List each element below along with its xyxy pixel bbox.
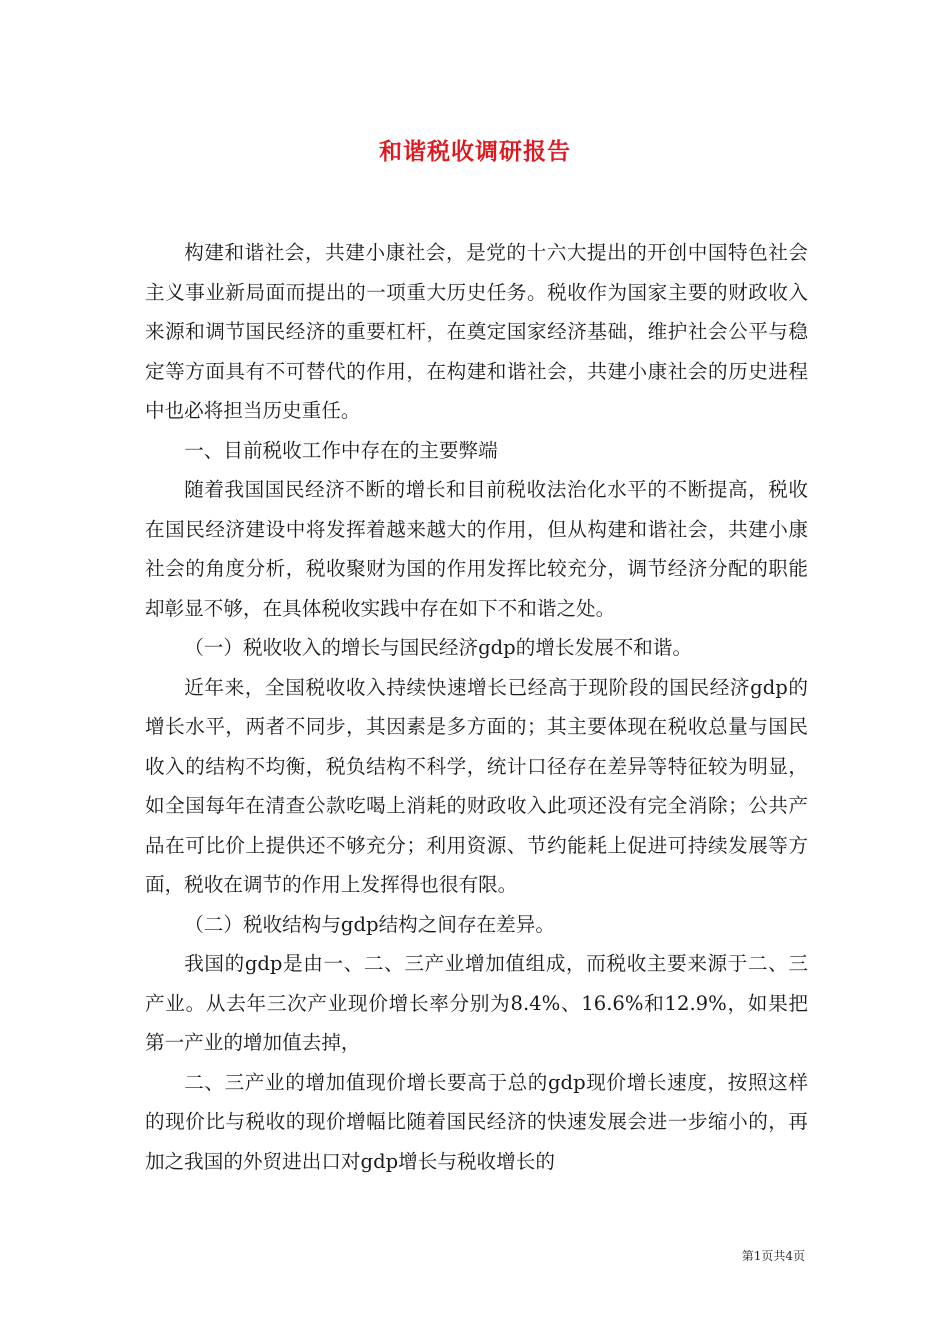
document-title: 和谐税收调研报告 (379, 138, 571, 165)
paragraph-intro: 构建和谐社会，共建小康社会，是党的十六大提出的开创中国特色社会主义事业新局面而提出的一项重大历史任务。税收作为国家主要的财政收入来源和调节国民经济的重要杠杆，在奠定国家经济基础，维护社会公平与稳定等方面具有不可替代的作用，在构建和谐社会，共建小康社会的历史进程中也必将担当历史重任。 (145, 241, 808, 422)
page-number: 第1页共4页 (741, 1249, 805, 1263)
paragraph-subsection-1: 近年来，全国税收收入持续快速增长已经高于现阶段的国民经济gdp的增长水平，两者不同步，其因素是多方面的；其主要体现在税收总量与国民收入的结构不均衡，税负结构不科学，统计口径存在差异等特征较为明显，如全国每年在清查公款吃喝上消耗的财政收入此项还没有完全消除；公共产品在可比价上提供还不够充分；利用资源、节约能耗上促进可持续发展等方面，税收在调节的作用上发挥得也很有限。 (145, 675, 808, 896)
document-body (145, 233, 808, 1181)
paragraph-subsection-2b: 二、三产业的增加值现价增长要高于总的gdp现价增长速度，按照这样的现价比与税收的现价增幅比随着国民经济的快速发展会进一步缩小的，再加之我国的外贸进出口对gdp增长与税收增长的 (145, 1070, 808, 1173)
subsection-heading-2: （二）税收结构与gdp结构之间存在差异。 (184, 912, 555, 936)
paragraph-section-1-intro: 随着我国国民经济不断的增长和目前税收法治化水平的不断提高，税收在国民经济建设中将发挥着越来越大的作用，但从构建和谐社会，共建小康社会的角度分析，税收聚财为国的作用发挥比较充分，调节经济分配的职能却彰显不够，在具体税收实践中存在如下不和谐之处。 (145, 478, 808, 620)
paragraph-subsection-2a: 我国的gdp是由一、二、三产业增加值组成，而税收主要来源于二、三产业。从去年三次产业现价增长率分别为8.4%、16.6%和12.9%，如果把第一产业的增加值去掉， (145, 952, 808, 1054)
section-heading-1: 一、目前税收工作中存在的主要弊端 (184, 438, 498, 462)
subsection-heading-1: （一）税收收入的增长与国民经济gdp的增长发展不和谐。 (184, 636, 693, 659)
